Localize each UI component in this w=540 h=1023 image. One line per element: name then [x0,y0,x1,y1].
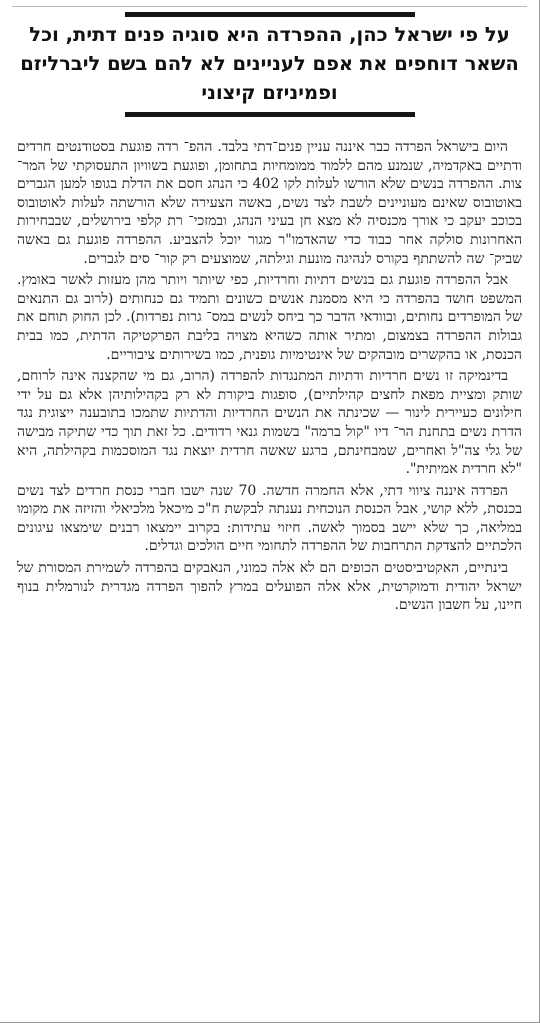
pull-quote-bottom-bar [125,112,415,117]
article-paragraph: אבל ההפרדה פוגעת גם בנשים דתיות וחרדיות, כפי שיותר ויותר מהן מעזות לאשר באומץ. המשפט חושד בהפרדה כי היא מסמנת אנשים כשונים ותמיד גם כנחותים (לרוב גם התנאים של המופרדים נחותים, ובוודאי הדבר כך ביחס לנשים במס־ גרות נפרדות). לכן החוק תוחם את גבולות ההפרדה בצמצום, ומתיר אותה כשהיא מצויה בליבת הפרקטיקה הדתית, כמו בבית הכנסת, או בהקשרים מובהקים של אינטימיות גופנית, כמו בשירותים ציבוריים. [17,272,522,363]
article-body [17,138,522,618]
article-paragraph: הפרדה איננה ציווי דתי, אלא החמרה חדשה. 70 שנה ישבו חברי כנסת חרדים לצד נשים בכנסת, ללא קושי, אבל הכנסת הנוכחית נענתה לבקשת ח"כ מיכאל מלכיאלי והזיזה את מקומו במליאה, כך שלא יישב בסמוך לאשה. חיזוי עתידות: בקרוב יימצאו רבנים שימצאו עיגונים הלכתיים להצדקת התרחבות של ההפרדה לתחומי חיים הולכים וגדלים. [17,482,522,555]
article-paragraph: היום בישראל הפרדה כבר איננה עניין פנים־דתי בלבד. ההפ־ רדה פוגעת בסטודנטים חרדים ודתיים באקדמיה, שנמנע מהם ללמוד ממומחיות בתחומן, ופוגעת בשוויון התעסוקתי של המר־ צות. ההפרדה בנשים שלא הורשו לעלות לקו 402 כי הנהג חסם את הדלת בגופו למען הגברים באוטובוס שאינם מעוניינים לשבת לצד נשים, באשה הצעירה שלא הורשתה לעלות לאוטובוס בכוכב יעקב כי אורך מכנסיה לא מצא חן בעיני הנהג, ובמזכי־ רת קלפי בירושלים, שבבחירות האחרונות סולקה אחר כבוד כדי שהאדמו"ר מגור יוכל להצביע. ההפרדה פוגעת גם באשה שביק־ שה להשתתף בקורס לנהיגה מונעת וגילתה, שמוצעים רק קור־ סים לגברים. [17,139,522,267]
top-divider [12,6,527,7]
pull-quote-top-bar [125,12,415,17]
article-paragraph: בינתיים, האקטיביסטים הכופים הם לא אלה כמוני, הנאבקים בהפרדה לשמירת המסורת של ישראל יהודית ודמוקרטית, אלא אלה הפועלים במרץ להפוך הפרדה מגדרית לנורמלית בנוף חיינו, על חשבון הנשים. [17,560,522,614]
pull-quote: על פי ישראל כהן, ההפרדה היא סוגיה פנים דתית, וכל השאר דוחפים את אפם לעניינים לא להם בשם ליברליזם ופמיניזם קיצוני [20,23,519,104]
article-paragraph: בדינמיקה זו נשים חרדיות ודתיות המתנגדות להפרדה (הרוב, גם מי שהקצנה אינה לרוחם, שותק ומציית מפאת לחצים קהילתיים), סופגות ביקורת לא רק בקהילותיהן אלא גם על ידי חילונים כעיירית לינור — שכינתה את הנשים החרדיות והדתיות שתמכו בתובענה ייצוגית נגד הדרת נשים בתחנת הר־ דיו "קול ברמה" בשמות גנאי רדודים. כל זאת תוך כדי שתיקה מבישה של גלי צה"ל ואחרים, שמבחינתם, ברגע שאשה חרדית יוצאת נגד המוסכמות בקהילתה, היא "לא חרדית אמיתית". [17,368,522,478]
